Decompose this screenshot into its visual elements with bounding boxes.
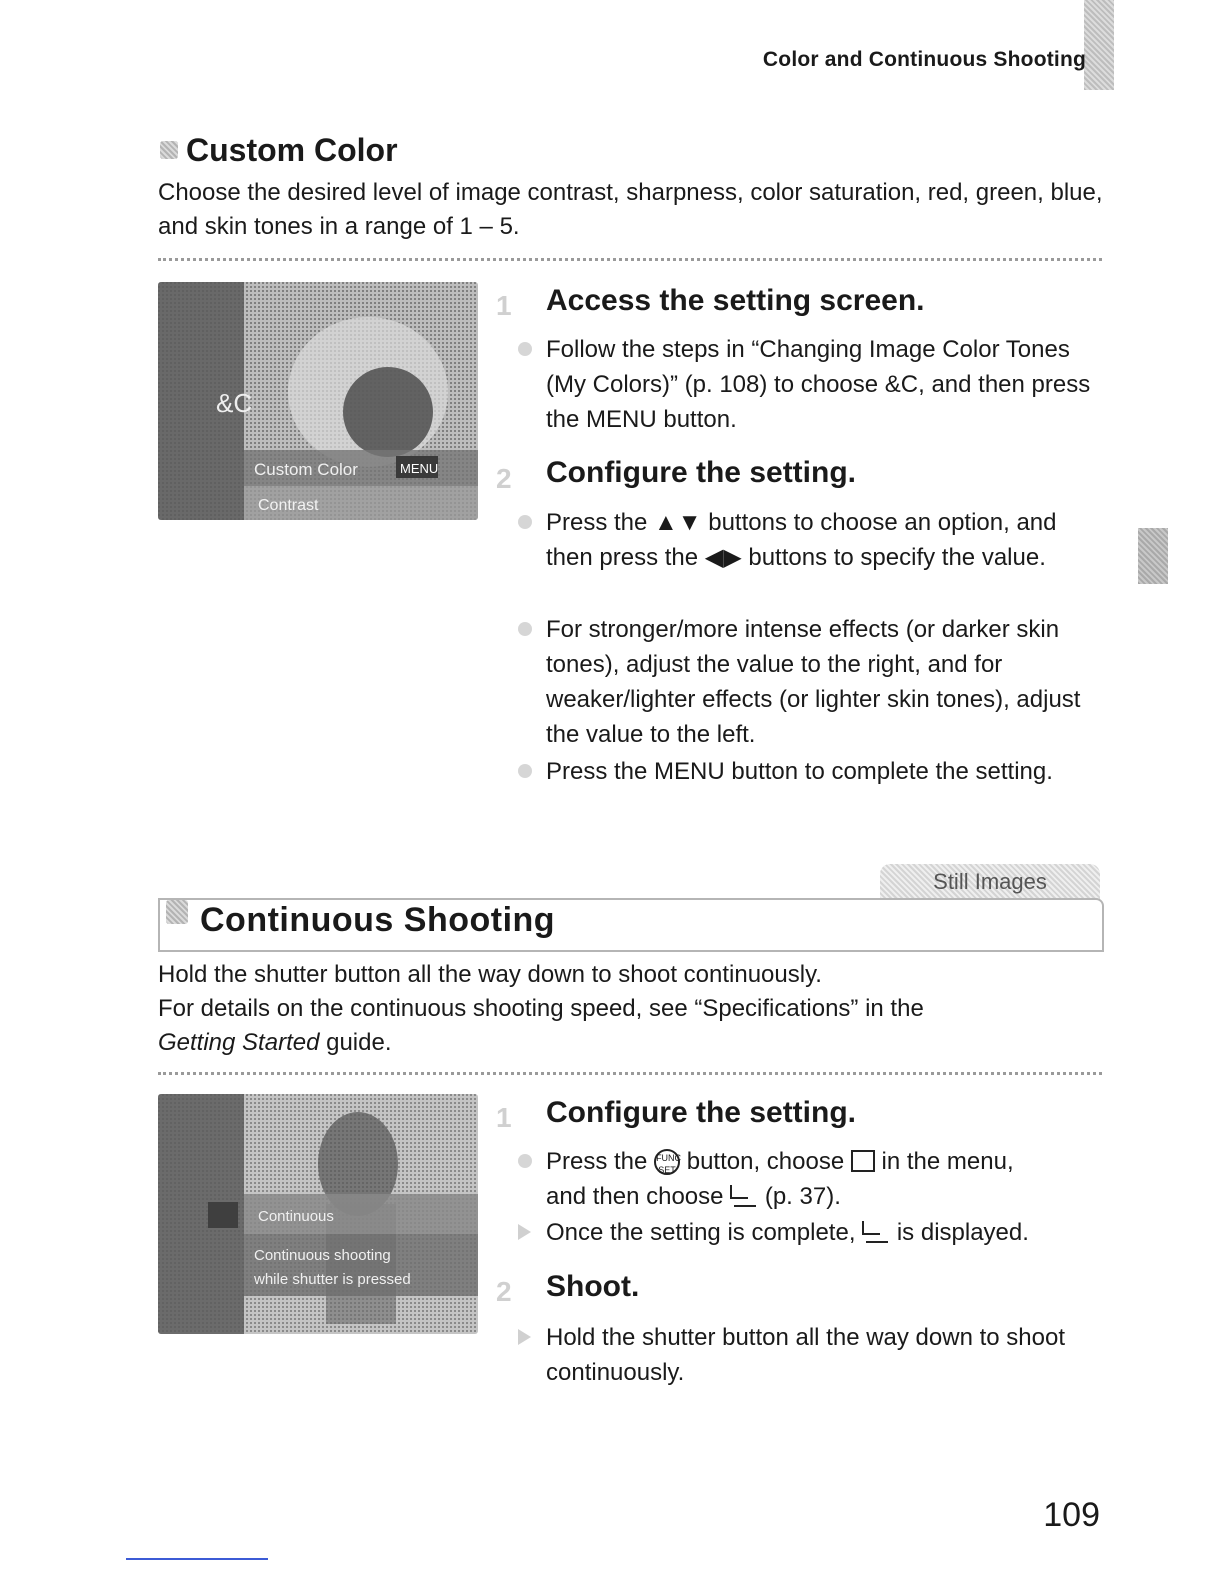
func-set-icon: FUNC SET — [654, 1149, 680, 1175]
custom-color-screen-image — [158, 282, 478, 520]
option-text: Contrast — [258, 497, 319, 514]
menu-label-text: Custom Color — [254, 460, 358, 479]
section-icon — [160, 141, 178, 159]
bullet-dot — [518, 342, 532, 356]
divider — [158, 258, 1102, 261]
step-result: Once the setting is complete, is displayed. — [546, 1215, 1116, 1250]
thumb-index-tab — [1084, 0, 1114, 90]
still-images-tag: Still Images — [880, 864, 1100, 900]
screen-line-2: while shutter is pressed — [254, 1271, 411, 1288]
section-icon — [166, 900, 188, 924]
bullet-dot — [518, 622, 532, 636]
running-header: Color and Continuous Shooting — [762, 48, 1086, 71]
side-index-tab — [1138, 528, 1168, 584]
page-number: 109 — [1043, 1496, 1100, 1534]
continuous-heading: Continuous Shooting — [200, 901, 556, 939]
continuous-screen-image — [158, 1094, 478, 1334]
screen-line-1: Continuous shooting — [254, 1247, 391, 1264]
step-number: 2 — [496, 463, 512, 494]
step-bullet: Press the MENU button to complete the setting. — [546, 754, 1106, 789]
bullet-dot — [518, 764, 532, 778]
custom-color-intro: Choose the desired level of image contrast, sharpness, color saturation, red, green, blue, and skin tones in a range of 1 – 5. — [158, 179, 1103, 240]
bullet-dot — [518, 1154, 532, 1168]
menu-key-text: MENU — [400, 461, 439, 476]
step-title: Shoot. — [546, 1270, 640, 1303]
step-text: Follow the steps in “Changing Image Color Tones (My Colors)” (p. 108) to choose &C, and then press the MENU button. — [546, 332, 1106, 437]
result-arrow-icon — [518, 1224, 531, 1240]
continuous-intro-1: Hold the shutter button all the way down to shoot continuously. — [158, 961, 822, 988]
single-shot-icon — [851, 1150, 875, 1172]
bullet-dot — [518, 515, 532, 529]
step-bullet: For stronger/more intense effects (or darker skin tones), adjust the value to the right, and for weaker/lighter effects (or lighter skin tones), adjust the value to the left. — [546, 612, 1106, 752]
step-title: Configure the setting. — [546, 456, 856, 489]
step-number: 1 — [496, 290, 512, 321]
mode-icon-text: &C — [216, 388, 253, 418]
step-number: 2 — [496, 1276, 512, 1307]
continuous-intro-3: Getting Started guide. — [158, 1029, 392, 1056]
step-bullet: Press the ▲▼ buttons to choose an option, and then press the ◀▶ buttons to specify the value. — [546, 505, 1106, 575]
result-arrow-icon — [518, 1329, 531, 1345]
step-number: 1 — [496, 1102, 512, 1133]
continuous-shooting-icon — [862, 1221, 890, 1243]
step-result: Hold the shutter button all the way down to shoot continuously. — [546, 1320, 1106, 1390]
divider — [158, 1072, 1102, 1075]
menu-label-text: Continuous — [258, 1208, 334, 1225]
step-title: Configure the setting. — [546, 1096, 856, 1129]
step-title: Access the setting screen. — [546, 284, 925, 317]
step-bullet: Press the FUNC SET button, choose in the menu, and then choose (p. 37). — [546, 1144, 1106, 1214]
footer-rule — [126, 1558, 268, 1560]
continuous-shooting-icon — [730, 1185, 758, 1207]
continuous-intro-2: For details on the continuous shooting speed, see “Specifications” in the — [158, 995, 924, 1022]
custom-color-heading: Custom Color — [160, 132, 398, 169]
